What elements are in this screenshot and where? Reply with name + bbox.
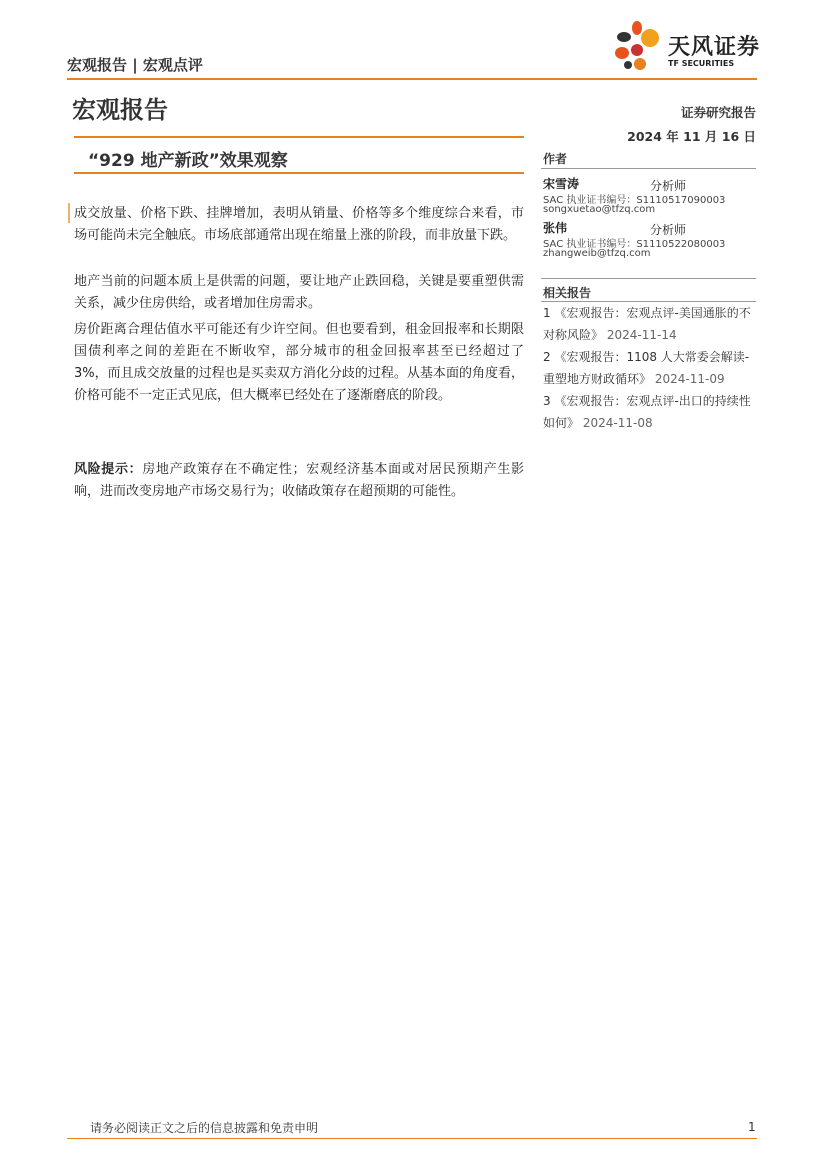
related-report-title[interactable]: 1 《宏观报告：宏观点评-美国通胀的不对称风险》 (543, 306, 751, 342)
risk-text: 房地产政策存在不确定性；宏观经济基本面或对居民预期产生影响，进而改变房地产市场交易行为；收储政策存在超预期的可能性。 (74, 462, 524, 499)
author-name: 宋雪涛 (543, 177, 580, 191)
related-report-title[interactable]: 3 《宏观报告：宏观点评-出口的持续性如何》 (543, 394, 751, 430)
authors-rule (541, 168, 756, 169)
logo-cn-text: 天风证券 (668, 35, 761, 60)
summary-paragraph-2: 地产当前的问题本质上是供需的问题，要让地产止跌回稳，关键是要重塑供需关系，减少住房供给，或者增加住房需求。 (74, 274, 524, 311)
risk-warning (74, 459, 524, 503)
related-report-date: 2024-11-08 (582, 416, 653, 430)
related-report-item[interactable] (543, 390, 759, 434)
petal-logo-icon (610, 20, 666, 72)
related-report-date: 2024-11-09 (654, 372, 725, 386)
risk-label: 风险提示： (74, 462, 143, 477)
author-role: 分析师 (650, 223, 687, 237)
author-role: 分析师 (650, 179, 687, 193)
summary-paragraph-1: 成交放量、价格下跌、挂牌增加，表明从销量、价格等多个维度综合来看，市场可能尚未完全触底。市场底部通常出现在缩量上涨的阶段，而非放量下跌。 (74, 206, 524, 243)
related-report-date: 2024-11-14 (606, 328, 677, 342)
company-logo (610, 20, 760, 72)
logo-en-text: TF SECURITIES (668, 59, 735, 68)
report-category-title: 宏观报告 (72, 96, 168, 124)
breadcrumb: 宏观报告 | 宏观点评 (67, 56, 203, 74)
related-report-item[interactable] (543, 302, 759, 346)
headline-bottom-rule (74, 172, 524, 174)
related-report-item[interactable] (543, 346, 759, 390)
summary-paragraph-3: 房价距离合理估值水平可能还有少许空间。但也要看到，租金回报率和长期限国债利率之间的差距在不断收窄，部分城市的租金回报率甚至已经超过了 3%，而且成交放量的过程也是买卖双方消化分歧的过程。从基本面的角度看，价格可能不一定正式见底，但大概率已经处在了逐渐磨底的阶段。 (74, 322, 524, 403)
related-top-rule (541, 278, 756, 279)
footer-rule (67, 1138, 757, 1139)
headline: “929 地产新政”效果观察 (88, 151, 288, 171)
author-email[interactable]: zhangweib@tfzq.com (543, 248, 651, 259)
report-date: 2024 年 11 月 16 日 (627, 129, 756, 144)
page-number: 1 (748, 1120, 756, 1134)
related-heading: 相关报告 (543, 286, 592, 300)
related-report-title[interactable]: 2 《宏观报告：1108 人大常委会解读-重塑地方财政循环》 (543, 350, 750, 386)
author-name: 张伟 (543, 221, 568, 235)
paragraph-marker (68, 203, 70, 223)
report-type: 证券研究报告 (680, 105, 756, 120)
author-email[interactable]: songxuetao@tfzq.com (543, 204, 656, 215)
author-license: SAC 执业证书编号：S1110522080003 (543, 239, 726, 250)
authors-heading: 作者 (543, 152, 568, 166)
footer-disclaimer: 请务必阅读正文之后的信息披露和免责申明 (90, 1121, 319, 1135)
header-divider (67, 78, 757, 80)
author-license: SAC 执业证书编号：S1110517090003 (543, 195, 726, 206)
headline-top-rule (74, 136, 524, 138)
